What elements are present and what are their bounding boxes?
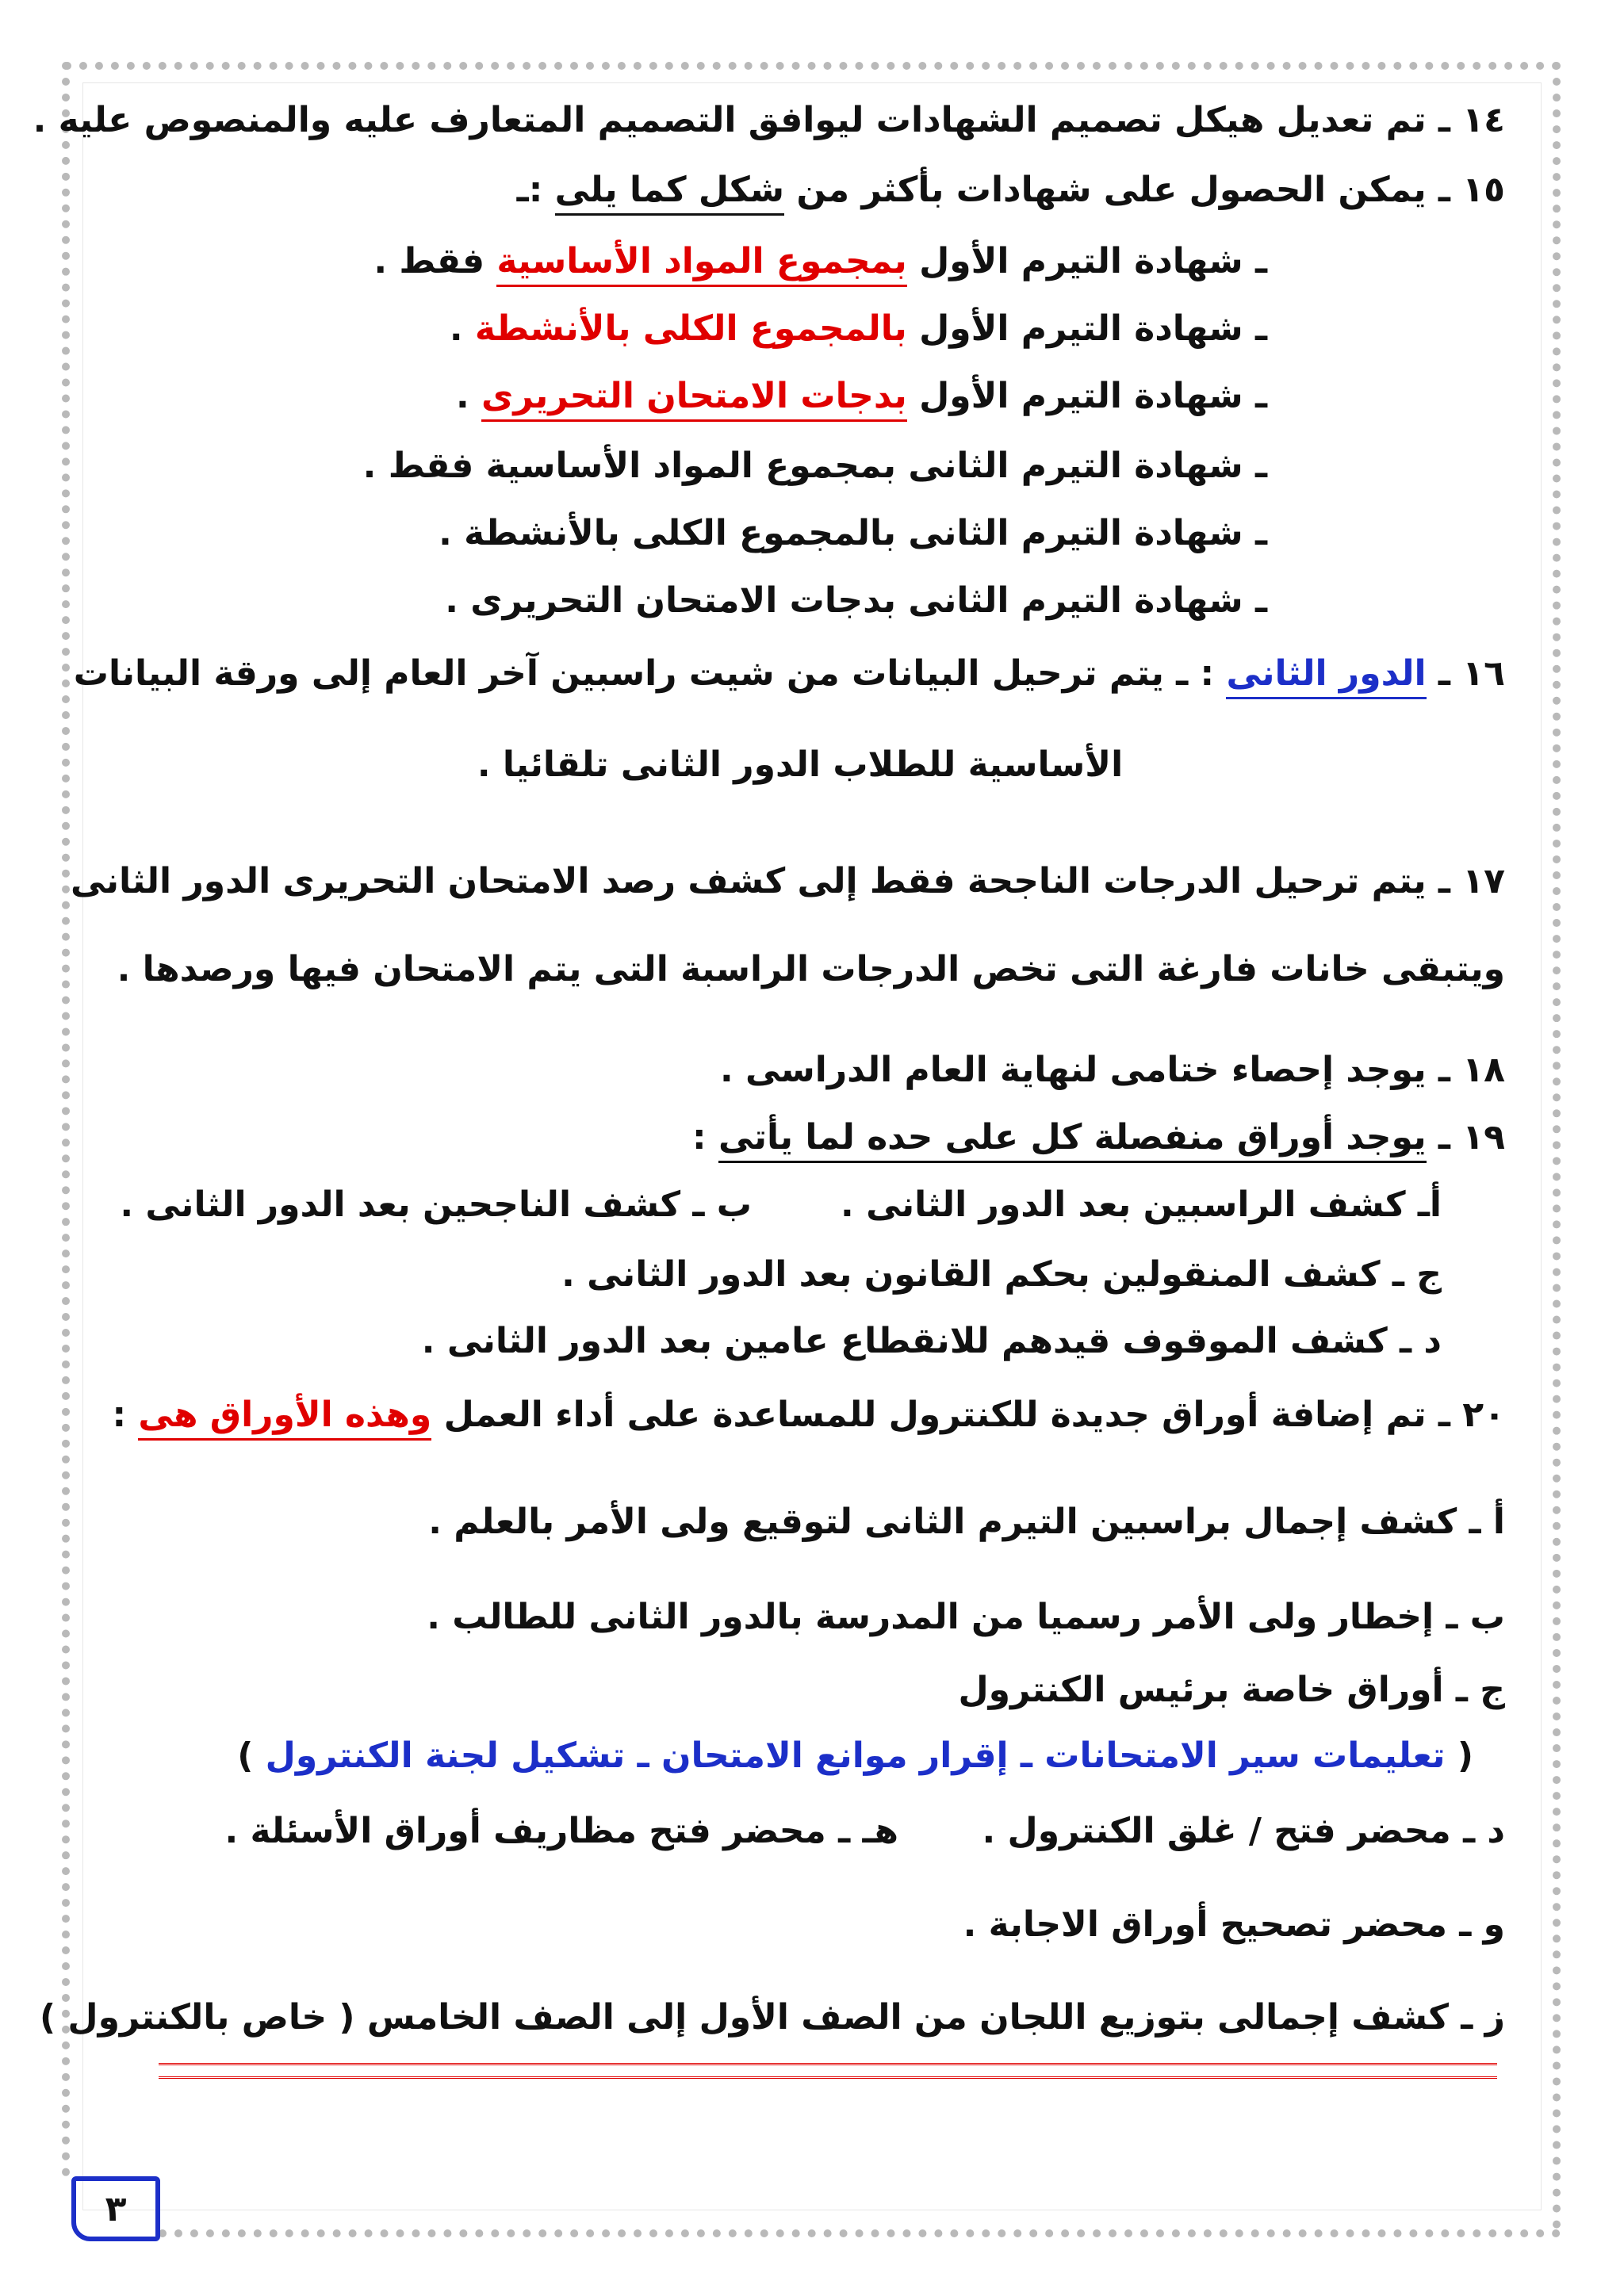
item-18: ١٨ ـ يوجد إحصاء ختامى لنهاية العام الدراسى . [719,1050,1505,1090]
bullet-text: ـ شهادة التيرم الأول [906,241,1267,281]
item-17-line2: ويتبقى خانات فارغة التى تخص الدرجات الراسبة التى يتم الامتحان فيها ورصدها . [117,949,1505,989]
paren-close: ) [237,1735,266,1776]
separator-line [159,2063,1497,2079]
item-15-term2-written: ـ شهادة التيرم الثانى بدجات الامتحان التحريرى . [445,580,1267,621]
bullet-text: . [455,376,482,416]
item-20-red: وهذه الأوراق هى [138,1395,431,1441]
item-16 [73,650,1505,698]
item-15-term1-basic [95,238,1267,285]
item-20-c-blue: تعليمات سير الامتحانات ـ إقرار موانع الامتحان ـ تشكيل لجنة الكنترول [265,1735,1446,1776]
item-19-b: ب ـ كشف الناجحين بعد الدور الثانى . [120,1184,752,1225]
item-15-term2-total: ـ شهادة التيرم الثانى بالمجموع الكلى بالأنشطة . [439,513,1267,553]
highlight-red: بالمجموع الكلى بالأنشطة [474,308,907,349]
border-bottom [159,2229,1561,2237]
item-20-b: ب ـ إخطار ولى الأمر رسميا من المدرسة بالدور الثانى للطالب . [427,1597,1505,1637]
item-16-rest: : ـ يتم ترحيل البيانات من شيت راسبين آخر العام إلى ورقة البيانات [73,653,1227,694]
paren-open: ( [1445,1735,1473,1776]
item-15-term2-basic: ـ شهادة التيرم الثانى بمجموع المواد الأساسية فقط . [362,446,1267,486]
item-20-h: هـ ـ محضر فتح مظاريف أوراق الأسئلة . [224,1811,898,1851]
item-20-a: أ ـ كشف إجمال براسبين التيرم الثانى لتوقيع ولى الأمر بالعلم . [428,1502,1505,1542]
item-20-w: و ـ محضر تصحيح أوراق الاجابة . [963,1904,1505,1945]
bullet-text: . [449,308,475,349]
item-15-tail: :ـ [516,170,555,210]
border-top [63,62,1561,70]
item-19-a: أـ كشف الراسبين بعد الدور الثانى . [841,1184,1442,1225]
border-right [1553,62,1561,2229]
item-20-lead: ٢٠ ـ تم إضافة أوراق جديدة للكنترول للمساعدة على أداء العمل [431,1395,1505,1435]
item-20-c: ج ـ أوراق خاصة برئيس الكنترول [958,1670,1505,1710]
bullet-text: ـ شهادة التيرم الأول [906,376,1267,416]
item-19-d: د ـ كشف الموقوف قيدهم للانقطاع عامين بعد الدور الثانى . [421,1321,1442,1361]
item-19-c: ج ـ كشف المنقولين بحكم القانون بعد الدور الثانى . [561,1254,1442,1295]
item-16-cont: الأساسية للطلاب الدور الثانى تلقائيا . [477,744,1124,785]
item-14: ١٤ ـ تم تعديل هيكل تصميم الشهادات ليوافق التصميم المتعارف عليه والمنصوص عليه . [33,100,1505,140]
item-15 [95,166,1505,214]
bullet-text: ـ شهادة التيرم الأول [906,308,1267,349]
item-20-c-detail [95,1732,1473,1780]
item-15-lead: ١٥ ـ يمكن الحصول على شهادات بأكثر من [784,170,1505,210]
item-15-term1-written [95,373,1267,420]
page-number: ٣ [71,2176,160,2241]
item-20-d: د ـ محضر فتح / غلق الكنترول . [982,1811,1505,1851]
item-20-z: ز ـ كشف إجمالى بتوزيع اللجان من الصف الأول إلى الصف الخامس ( خاص بالكنترول ) [39,1997,1505,2038]
highlight-red: بمجموع المواد الأساسية [496,241,906,287]
item-19-underlined: يوجد أوراق منفصلة كل على حده لما يأتى [718,1117,1427,1163]
item-19-tail: : [692,1117,718,1158]
bullet-text: فقط . [373,241,497,281]
item-20 [95,1391,1505,1439]
item-15-underlined: شكل كما يلى [555,170,784,216]
item-19 [95,1114,1505,1161]
item-17-line1: ١٧ ـ يتم ترحيل الدرجات الناجحة فقط إلى كشف رصد الامتحان التحريرى الدور الثانى [71,861,1505,901]
item-16-label: الدور الثانى [1226,653,1426,699]
item-19-lead: ١٩ ـ [1426,1117,1505,1158]
document-body [33,79,1505,2137]
item-15-term1-total [95,305,1267,353]
item-20-tail: : [112,1395,139,1435]
highlight-red: بدجات الامتحان التحريرى [481,376,907,422]
border-left [62,62,70,2177]
item-16-num: ١٦ ـ [1426,653,1505,694]
